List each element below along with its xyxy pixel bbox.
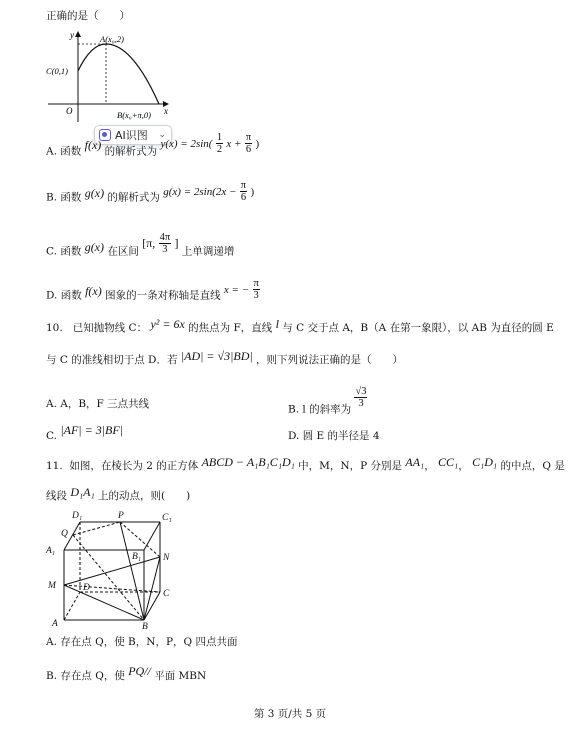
label-n: N (163, 553, 170, 563)
q11-line1: 11. 如图，在棱长为 2 的正方体 ABCD − A₁B₁C₁D₁ 中，M，N，P 分别是 AA₁， CC₁， C₁D₁ 的中点，Q 是 (46, 455, 565, 472)
label-a1: A₁ (46, 546, 56, 556)
point-a-label: A(x₀,2) (100, 34, 124, 44)
q10-line1: 10. 已知抛物线 C： y² = 6x 的焦点为 F，直线 l 与 C 交于点 A，B（A 在第一象限），以 AB 为直径的圆 E (46, 317, 554, 334)
q10-option-c: C. |AF| = 3|BF| (46, 423, 123, 442)
sine-curve (78, 44, 159, 104)
point-b-label: B(x₀+π,0) (117, 110, 151, 120)
q11-option-a: A. 存在点 Q，使 B，N，P，Q 四点共面 (46, 636, 238, 648)
label-d: D (83, 583, 90, 593)
ai-button-label: AI识图 (115, 129, 148, 142)
q11-option-b: B. 存在点 Q，使 PQ// 平面 MBN (46, 664, 207, 682)
point-c-label: C(0,1) (46, 66, 68, 76)
q10-option-d: D. 圆 E 的半径是 4 (288, 430, 380, 442)
cube-figure (44, 508, 184, 630)
q9-option-d: D. 函数 f(x) 图象的一条对称轴是直线 x = − $\frac{\pi}{3}$ (46, 278, 259, 302)
q10-line2: 与 C 的准线相切于点 D．若 |AD| = √3|BD| ，则下列说法正确的是（ ） (46, 349, 404, 366)
label-b1: B₁ (132, 552, 142, 562)
x-label: x (164, 106, 168, 116)
label-c: C (163, 589, 170, 599)
label-b: B (142, 622, 148, 630)
q11-line2: 线段 D₁A₁ 上的动点，则( ) (46, 485, 191, 502)
page-footer: 第 3 页/共 5 页 (253, 708, 327, 720)
label-q: Q (61, 529, 68, 539)
label-c1: C₁ (162, 513, 172, 523)
label-a: A (52, 619, 58, 629)
sine-graph (44, 26, 174, 126)
q10-option-b: B. l 的斜率为 $\frac{√3}{3}$ (288, 386, 367, 416)
q10-option-a: A. A，B，F 三点共线 (46, 398, 150, 410)
q9-option-a: A. 函数 f(x) 的解析式为 y(x) = 2sin( $\frac{1}{2}$ x + $\frac{\pi}{6}$ ) (46, 132, 260, 158)
q9-option-c: C. 函数 g(x) 在区间 [π, $\frac{4\pi}{3}$ ] 上单调递增 (46, 232, 235, 258)
y-label: y (70, 30, 74, 40)
q9-option-b: B. 函数 g(x) 的解析式为 g(x) = 2sin(2x − $\frac{\pi}{6}$ ) (46, 180, 255, 204)
label-d1: D₁ (72, 511, 83, 521)
chevron-down-icon[interactable]: ⌄ (158, 130, 166, 140)
label-m: M (48, 581, 56, 591)
origin-label: O (66, 106, 73, 116)
q9-stem: 正确的是（ ） (46, 10, 130, 22)
label-p: P (118, 511, 124, 521)
